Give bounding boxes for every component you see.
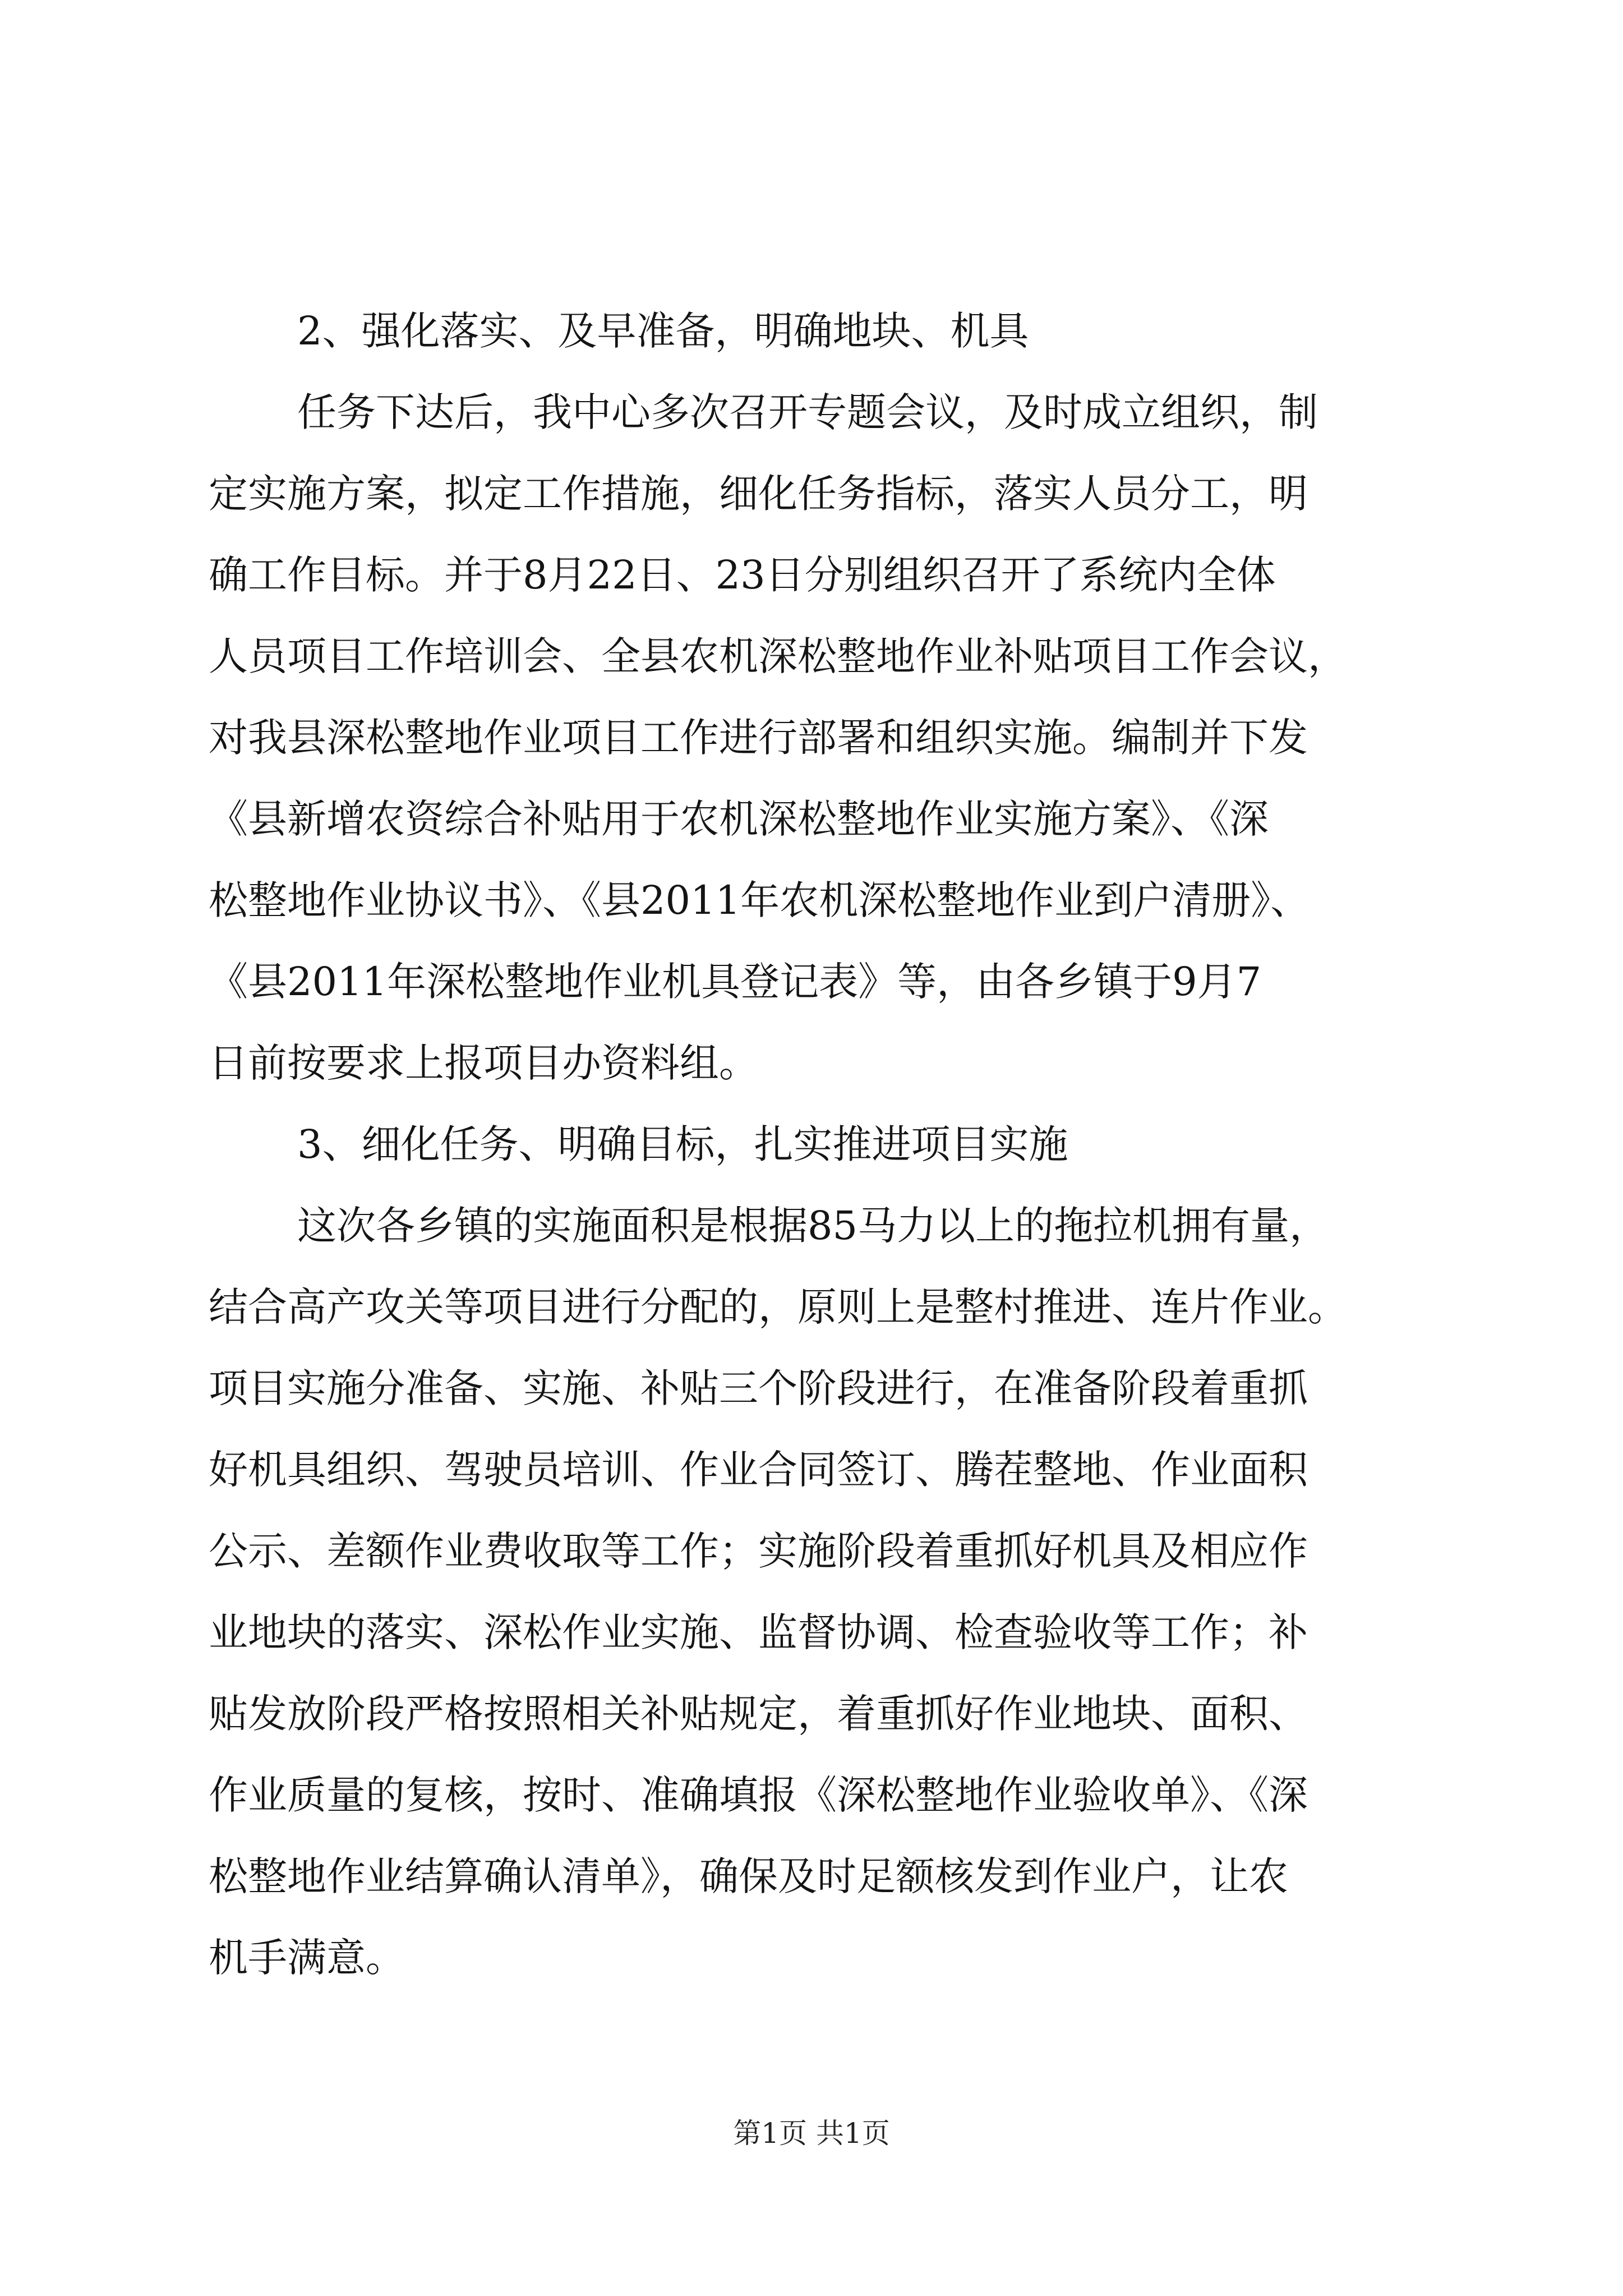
section-2-line-4: 人员项目工作培训会、全县农机深松整地作业补贴项目工作会议，	[209, 633, 1347, 679]
section-2-line-1: 任务下达后，我中心多次召开专题会议，及时成立组织，制	[297, 389, 1318, 435]
section-3-line-2: 结合高产攻关等项目进行分配的，原则上是整村推进、连片作业。	[209, 1284, 1347, 1330]
section-3-line-4: 好机具组织、驾驶员培训、作业合同签订、腾茬整地、作业面积	[209, 1447, 1308, 1493]
section-3-line-10: 机手满意。	[209, 1935, 405, 1981]
section-3-line-3: 项目实施分准备、实施、补贴三个阶段进行，在准备阶段着重抓	[209, 1365, 1308, 1411]
section-3-line-5: 公示、差额作业费收取等工作；实施阶段着重抓好机具及相应作	[209, 1528, 1308, 1574]
section-2-line-2: 定实施方案，拟定工作措施，细化任务指标，落实人员分工，明	[209, 471, 1308, 517]
section-3-heading: 3、细化任务、明确目标，扎实推进项目实施	[297, 1121, 1068, 1167]
section-2-heading: 2、强化落实、及早准备，明确地块、机具	[297, 308, 1029, 354]
section-3-line-7: 贴发放阶段严格按照相关补贴规定，着重抓好作业地块、面积、	[209, 1691, 1308, 1737]
section-2-line-7: 松整地作业协议书》、《县2011年农机深松整地作业到户清册》、	[209, 877, 1310, 923]
section-2-line-6: 《县新增农资综合补贴用于农机深松整地作业实施方案》、《深	[209, 796, 1269, 842]
section-3-line-6: 业地块的落实、深松作业实施、监督协调、检查验收等工作；补	[209, 1609, 1308, 1655]
section-3-line-9: 松整地作业结算确认清单》，确保及时足额核发到作业户，让农	[209, 1853, 1288, 1899]
page-footer: 第1页 共1页	[733, 2117, 890, 2150]
section-2-line-8: 《县2011年深松整地作业机具登记表》等，由各乡镇于9月7	[209, 959, 1262, 1005]
section-3-line-8: 作业质量的复核，按时、准确填报《深松整地作业验收单》、《深	[209, 1772, 1308, 1818]
section-3-line-1: 这次各乡镇的实施面积是根据85马力以上的拖拉机拥有量，	[297, 1203, 1329, 1249]
section-2-line-9: 日前按要求上报项目办资料组。	[209, 1040, 758, 1086]
section-2-line-3: 确工作目标。并于8月22日、23日分别组织召开了系统内全体	[209, 552, 1276, 598]
section-2-line-5: 对我县深松整地作业项目工作进行部署和组织实施。编制并下发	[209, 715, 1308, 761]
